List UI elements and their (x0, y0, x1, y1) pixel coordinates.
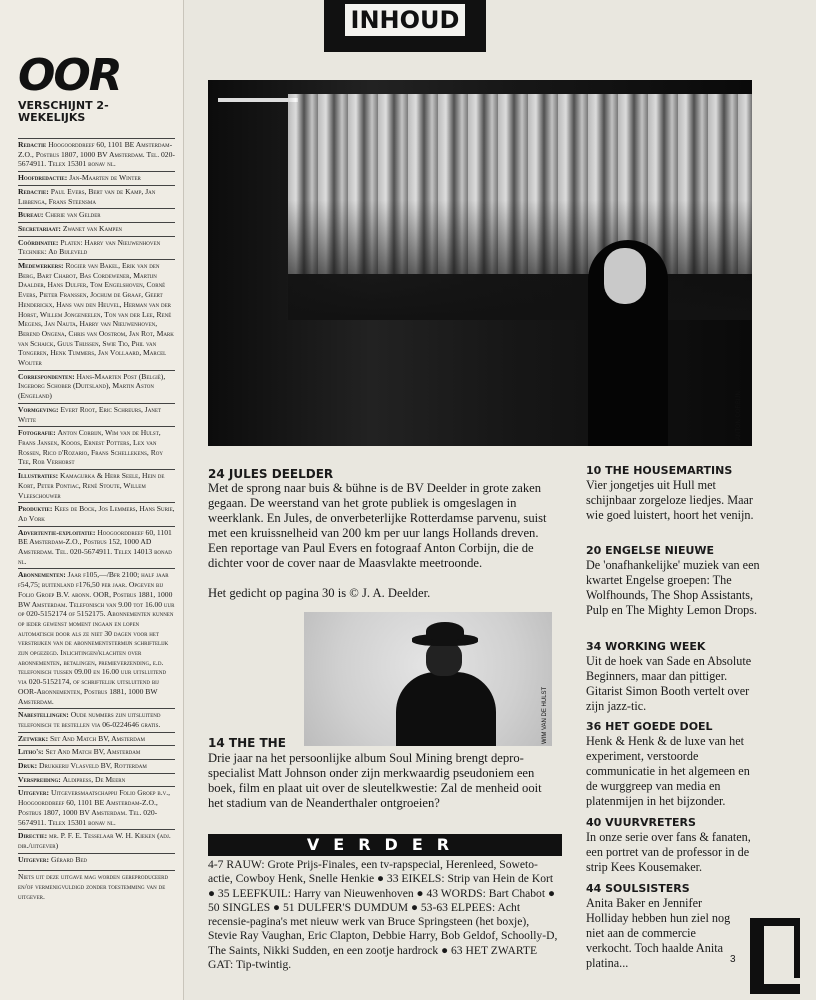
credit-text: Hoogoorddreef 60, 1101 BE Amsterdam-Z.O., Postbus 152, 1000 AD Amsterdam. Tel. 020-5674911. Telex 14013 bonad nl. (18, 527, 172, 566)
credit-label: Bureau: (18, 210, 44, 220)
right-column-item (586, 464, 762, 523)
credit-entry (18, 708, 175, 731)
oor-logo: OOR (18, 50, 121, 101)
credit-label: Fotografie: (18, 428, 56, 438)
credit-text: Jaar f105,—/Bfr 2100; half jaar f54,75; buitenland f176,50 per jaar. Opgeven bij Folio Groep B.V. abonn. OOR, Postbus 1881, 1000 BW Amsterdam. Telefonisch van 9.00 tot 16.00 uur op 020-5152174 of 5152175. Abonnementen kunnen op ieder gewenst moment ingaan en lopen automatisch door als ze niet 30 dagen voor het verstrijken van de abonnementstermijn schriftelijk zijn opgezegd. Inlichtingen/klachten over abonnementen, betalingen, premieverzending, e.d. telefonisch tussen 09.00 en 16.00 uur uitsluitend via 020-5152174, of schriftelijk uitsluitend bij OOR-Abonnementen, Postbus 1881, 1000 BW Amsterdam. (18, 570, 175, 706)
credit-label: Verspreiding: (18, 774, 61, 784)
credit-label: Uitgever: (18, 788, 50, 798)
credit-entry (18, 171, 175, 185)
credit-entry (18, 222, 175, 236)
credit-text: Cherie van Gelder (45, 210, 101, 220)
the-the-photo (304, 612, 552, 746)
credit-label: Produktie: (18, 504, 53, 514)
credit-label: Vormgeving: (18, 404, 59, 414)
credit-entry (18, 759, 175, 773)
credit-label: Directie: (18, 831, 48, 841)
credit-text: Hans-Maarten Post (België), Ingeborg Schober (Duitsland), Martin Aston (Engeland) (18, 371, 166, 401)
copyright-notice: Niets uit deze uitgave mag worden gereproduceerd en/of vermenigvuldigd zonder toestemming van de uitgever. (18, 870, 175, 903)
credit-text: Drukkerij Vlasveld BV, Rotterdam (39, 761, 147, 771)
credit-label: Secretariaat: (18, 223, 61, 233)
article-24-heading: 24 JULES DEELDER (208, 467, 334, 481)
credit-entry (18, 259, 175, 370)
right-item-heading: 44 SOULSISTERS (586, 882, 690, 895)
credit-label: Nabestellingen: (18, 710, 69, 720)
credit-entry (18, 773, 175, 787)
right-item-body: Vier jongetjes uit Hull met schijnbaar zorgeloze liedjes. Maar wie goed luistert, hoort het venijn. (586, 478, 754, 522)
page-title-text: INHOUD (345, 4, 466, 36)
credit-label: Medewerkers: (18, 261, 64, 271)
credit-entry (18, 138, 175, 171)
photo-credit-1: ANTON CORBIJN (736, 391, 742, 440)
right-column-item (586, 720, 762, 809)
right-column-item (586, 544, 762, 618)
credit-label: Hoofdredactie: (18, 173, 68, 183)
performer-face (604, 248, 646, 304)
credit-label: Advertentie-exploitatie: (18, 527, 96, 537)
photo-credit-2: WIM VAN DE HULST (542, 686, 548, 744)
credit-text: Oude nummers zijn uitsluitend telefonisch te bestellen via 06-0224646 gratis. (18, 710, 161, 729)
portrait-body (396, 672, 496, 746)
logo-subtitle: VERSCHIJNT 2-WEKELIJKS (18, 99, 109, 124)
colophon-sidebar (0, 0, 184, 1000)
right-item-body: Henk & Henk & de luxe van het experiment, verstoorde communicatie in het algemeen en de wurggreep van media en platenmijen in het bijzonder. (586, 734, 750, 808)
right-item-body: Uit de hoek van Sade en Absolute Beginners, maar dan pittiger. Gitarist Simon Booth vertelt over zijn jazz-tic. (586, 654, 752, 713)
article-14-body: Drie jaar na het persoonlijke album Soul Mining brengt depro-specialist Matt Johnson onder zijn merkwaardig pseudoniem een boek, film en plaat uit over de sleutelkwestie: Zal de menheid ooit het stadium van de Neanderthaler ontgroeien? (208, 751, 542, 810)
credit-entry (18, 732, 175, 746)
verder-bar: VERDER (208, 834, 562, 856)
portrait-face (426, 642, 462, 676)
credit-text: Jan-Maarten de Winter (69, 173, 141, 183)
credit-entry (18, 526, 175, 569)
stage-rail (218, 98, 298, 102)
right-item-heading: 34 WORKING WEEK (586, 640, 706, 653)
credit-entry (18, 853, 175, 867)
right-item-body: De 'onafhankelijke' muziek van een kwartet Engelse groepen: The Wolfhounds, The Shop Assistants, Pulp en The Mighty Lemon Drops. (586, 558, 760, 617)
credit-text: Set And Match BV, Amsterdam (50, 733, 145, 743)
credit-entry (18, 370, 175, 403)
credit-entry (18, 426, 175, 469)
jules-deelder-photo (208, 80, 752, 446)
right-item-heading: 20 ENGELSE NIEUWE (586, 544, 715, 557)
right-column-item (586, 882, 736, 971)
credit-text: Platen: Harry van Nieuwenhoven Techniek: Ad Bijleveld (18, 237, 161, 257)
credit-text: Aldipress, De Meern (62, 774, 126, 784)
verder-list: 4-7 RAUW: Grote Prijs-Finales, een tv-rapspecial, Herenleed, Soweto-actie, Cowboy Henk, Snelle Henkie ● 33 EIKELS: Strip van Hein de Kort ● 35 LEEFKUIL: Harry van Nieuwenhoven ● 43 WORDS: Bart Chabot ● 50 SINGLES ● 51 DULFER'S DUMDUM ● 53-63 ELPEES: Acht recensie-pagina's met nieuw werk van Bruce Springsteen (het boxje), Stevie Ray Vaughan, Eric Clapton, Debbie Harry, Bob Geldof, Schoolly-D, The Saints, Nikki Sudden, en een zootje hardrock ● 63 HET ZWARTE GAT: Tip-twintig. (208, 858, 558, 972)
credit-entry (18, 185, 175, 208)
credit-text: Gérard Bed (50, 854, 88, 864)
curtain-shadow (288, 200, 752, 320)
credit-text: Kamagurka & Herr Seele, Hein de Kort, Peter Pontiac, René Stoute, Willem Vleeschouwer (18, 471, 165, 500)
credit-entry (18, 786, 175, 829)
credit-text: Kees de Bock, Jos Lemmers, Hans Surie, Ad Vork (18, 504, 175, 523)
right-item-body: Anita Baker en Jennifer Holliday hebben hun ziel nog niet aan de commercie verkocht. Toch haalde Anita platina... (586, 896, 731, 970)
page-title (324, 0, 486, 52)
article-24-body: Met de sprong naar buis & bühne is de BV Deelder in grote zaken gegaan. De weerstand van het grote publiek is omgeslagen in weerklank. En Jules, de onverbeterlijke Rotterdamse parvenu, suist met een kruissnelheid van 200 km per uur langs Hollands dreven. Een reportage van Paul Evers en fotograaf Anton Corbijn, die de dichter voor de cover naar de Maasvlakte meetroonde. (208, 481, 547, 570)
credits-list (18, 138, 175, 866)
hat-crown (426, 622, 464, 640)
credit-label: Druk: (18, 761, 38, 771)
credit-text: Hoogoorddreef 60, 1101 BE Amsterdam-Z.O., Postbus 1807, 1000 BV Amsterdam. Tel. 020-5674911. Telex 15301 bonav nl. (18, 140, 175, 169)
right-item-heading: 36 HET GOEDE DOEL (586, 720, 713, 733)
credit-entry (18, 502, 175, 525)
credit-text: Paul Evers, Bert van de Kamp, Jan Libbenga, Frans Steensma (18, 186, 156, 206)
credit-entry (18, 469, 175, 502)
corner-bar (764, 978, 800, 984)
contents-main (184, 0, 816, 1000)
credit-text: Anton Corbijn, Wim van de Hulst, Frans Jansen, Kooos, Ernest Potters, Lex van Rossen, Rico d'Rozario, Frans Schellekens, Roy Tee, Rob Verhorst (18, 428, 163, 467)
credit-text: Evert Root, Eric Schreurs, Janet Witte (18, 404, 162, 424)
credit-label: Correspondenten: (18, 371, 75, 381)
credit-text: Rogier van Bakel, Erik van den Berg, Bart Chabot, Bas Cordewener, Martijn Daalder, Hans Dulfer, Tom Engelshoven, Corné Evers, Pieter Franssen, Jochum de Graaf, Geert Henderickx, Hans van den Heuvel, Herman van der Horst, Willem Jongeneelen, Ton van der Lee, René Megens, Jan Nauta, Harry van Nieuwenhoven, Berend Ongena, Chris van Oostrom, Jan Rot, Mark van Schaick, Guus Thijssen, Swie Tio, Phil van Tongeren, Henk Tummers, Jan Vollaard, Marcel Wouter (18, 261, 174, 368)
credit-label: Abonnementen: (18, 570, 66, 580)
page-corner-mark (750, 918, 800, 994)
corner-notch (764, 926, 794, 978)
credit-label: Coördinatie: (18, 237, 59, 247)
credit-text: Set And Match BV, Amsterdam (45, 747, 141, 757)
credit-label: Uitgever: (18, 854, 50, 864)
credit-entry (18, 568, 175, 708)
right-item-body: In onze serie over fans & fanaten, een portret van de professor in de strip Kees Kousemaker. (586, 830, 751, 874)
credit-label: Zetwerk: (18, 733, 49, 743)
credit-label: Illustraties: (18, 471, 59, 481)
article-24-footnote: Het gedicht op pagina 30 is © J. A. Deelder. (208, 586, 431, 600)
right-column-item (586, 640, 762, 714)
credit-entry (18, 829, 175, 852)
credit-entry (18, 208, 175, 222)
right-column-item (586, 816, 762, 875)
credit-label: Litho's: (18, 747, 44, 757)
credit-label: Redactie (18, 140, 47, 149)
page-number: 3 (730, 954, 736, 965)
credit-text: Uitgeversmaatschappij Folio Groep b.v., Hoogoorddreef 60, 1101 BE Amsterdam-Z.O., Postbus 1807, 1000 BV Amsterdam. Tel. 020-5674911. Telex 15301 bonav nl. (18, 788, 171, 827)
credit-label: Redactie: (18, 186, 49, 196)
article-14-heading: 14 THE THE (208, 736, 286, 750)
credit-entry (18, 236, 175, 259)
credit-entry (18, 403, 175, 426)
credit-text: mr. P. F. E. Tesselaar W. H. Kieken (adj. dir./uitgever) (18, 831, 171, 850)
credit-text: Zwanet van Kampen (62, 223, 122, 233)
right-item-heading: 40 VUURVRETERS (586, 816, 696, 829)
right-item-heading: 10 THE HOUSEMARTINS (586, 464, 733, 477)
credit-entry (18, 745, 175, 759)
